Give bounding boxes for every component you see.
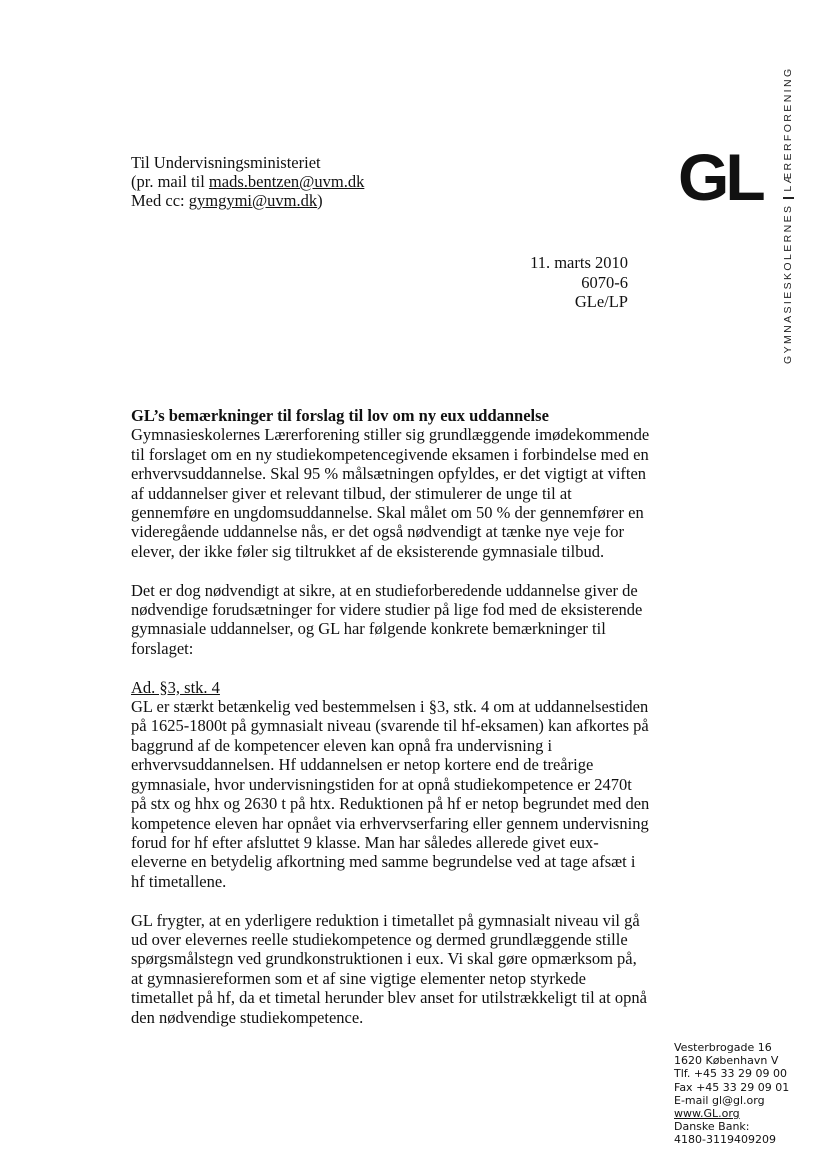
address-city: 1620 København V — [674, 1054, 779, 1068]
recipient-email-link[interactable]: mads.bentzen@uvm.dk — [208, 172, 365, 191]
text-line: at gymnasiereformen som et af sine vigtige elementer netop styrkede — [131, 968, 586, 988]
recipient-cc-email-link[interactable]: gymgymi@uvm.dk — [188, 191, 318, 210]
text-line: videregående uddannelse nås, er det også nødvendigt at tænke nye veje for — [131, 522, 624, 542]
vertical-separator — [783, 197, 794, 199]
text-line: forslaget: — [131, 638, 194, 658]
text-line: af uddannelser giver et relevant tilbud, der stimulerer de unge til at — [131, 483, 572, 503]
text-line: eleverne en betydelig afkortning med samme begrundelse ved at tage afsæt i — [131, 852, 636, 872]
text-line: hf timetallene. — [131, 871, 227, 891]
text-line: erhvervsuddannelse. Skal 95 % målsætningen opfyldes, er det vigtigt at viften — [131, 464, 647, 484]
sender-address — [674, 1041, 789, 1147]
letter-meta — [530, 253, 628, 312]
letter-initials: GLe/LP — [574, 292, 628, 311]
address-phone: Tlf. +45 33 29 09 00 — [674, 1067, 788, 1081]
recipient-mail-prefix: (pr. mail til — [131, 172, 209, 191]
bank-label: Danske Bank: — [674, 1120, 750, 1134]
paragraph-concern — [131, 911, 651, 1027]
gl-logo — [678, 140, 778, 214]
text-line: kompetence eleven har opnået via erhvervserfaring eller gennem undervisning — [131, 813, 649, 833]
text-line: nødvendige forudsætninger for videre studier på lige fod med de eksisterende — [131, 600, 643, 620]
text-line: den nødvendige studiekompetence. — [131, 1007, 364, 1027]
text-line: timetallet på hf, da et timetal herunder blev anset for utilstrækkeligt til at opnå — [131, 988, 647, 1008]
address-fax: Fax +45 33 29 09 01 — [674, 1080, 790, 1094]
letter-title: GL’s bemærkninger til forslag til lov om ny eux uddannelse — [131, 406, 549, 425]
letter-body — [131, 406, 651, 1046]
text-line: GL frygter, at en yderligere reduktion i timetallet på gymnasialt niveau vil gå — [131, 910, 640, 930]
recipient-name: Til Undervisningsministeriet — [131, 153, 321, 172]
gl-logo-text: GL — [678, 140, 762, 214]
text-line: ud over elevernes reelle studiekompetence og dermed grundlæggende stille — [131, 929, 628, 949]
text-line: spørgsmålstegn ved grundkonstruktionen i eux. Vi skal gøre opmærksom på, — [131, 949, 637, 969]
recipient-cc-suffix: ) — [317, 191, 323, 210]
website-link[interactable]: www.GL.org — [674, 1107, 740, 1121]
text-line: gymnasiale uddannelser, og GL har følgende konkrete bemærkninger til — [131, 619, 606, 639]
text-line: elever, der ikke føler sig tiltrukket af de eksisterende gymnasiale tilbud. — [131, 541, 605, 561]
text-line: erhvervsuddannelsen. Hf uddannelsen er netop kortere end de treårige — [131, 755, 594, 775]
text-line: på stx og hhx og 2630 t på htx. Reduktionen på hf er netop begrundet med den — [131, 794, 650, 814]
address-street: Vesterbrogade 16 — [674, 1041, 772, 1054]
paragraph-requirements — [131, 581, 651, 659]
text-line: forud for hf efter afsluttet 9 klasse. Man har således allerede givet eux- — [131, 832, 599, 852]
text-line: gennemføre en ungdomsuddannelse. Skal målet om 50 % der gennemfører en — [131, 503, 644, 523]
text-line: på 1625-1800t på gymnasialt niveau (svarende til hf-eksamen) kan afkortes på — [131, 716, 649, 736]
recipient-block — [131, 153, 364, 210]
address-email: E-mail gl@gl.org — [674, 1093, 765, 1107]
recipient-cc-line — [131, 191, 364, 210]
recipient-mail-line — [131, 172, 364, 191]
paragraph-section-3 — [131, 697, 651, 891]
text-line: GL er stærkt betænkelig ved bestemmelsen i §3, stk. 4 om at uddannelsestiden — [131, 697, 649, 717]
text-line: gymnasiale, hvor undervisningstiden for at opnå studiekompetence er 2470t — [131, 774, 632, 794]
text-line: Gymnasieskolernes Lærerforening stiller sig grundlæggende imødekommende — [131, 425, 650, 445]
recipient-cc-prefix: Med cc: — [131, 191, 189, 210]
organization-vertical-name — [782, 66, 794, 364]
vertical-name-right: LÆRERFORENING — [782, 66, 794, 192]
text-line: Det er dog nødvendigt at sikre, at en studieforberedende uddannelse giver de — [131, 580, 638, 600]
vertical-name-left: GYMNASIESKOLERNES — [782, 203, 794, 364]
letter-date: 11. marts 2010 — [530, 253, 628, 272]
paragraph-intro — [131, 425, 651, 561]
text-line: til forslaget om en ny studiekompetencegivende eksamen i forbindelse med en — [131, 444, 649, 464]
bank-account: 4180-3119409209 — [674, 1133, 776, 1147]
text-line: baggrund af de kompetencer eleven kan opnå fra undervisning i — [131, 735, 553, 755]
section-heading: Ad. §3, stk. 4 — [131, 677, 220, 697]
letter-reference: 6070-6 — [581, 272, 628, 292]
